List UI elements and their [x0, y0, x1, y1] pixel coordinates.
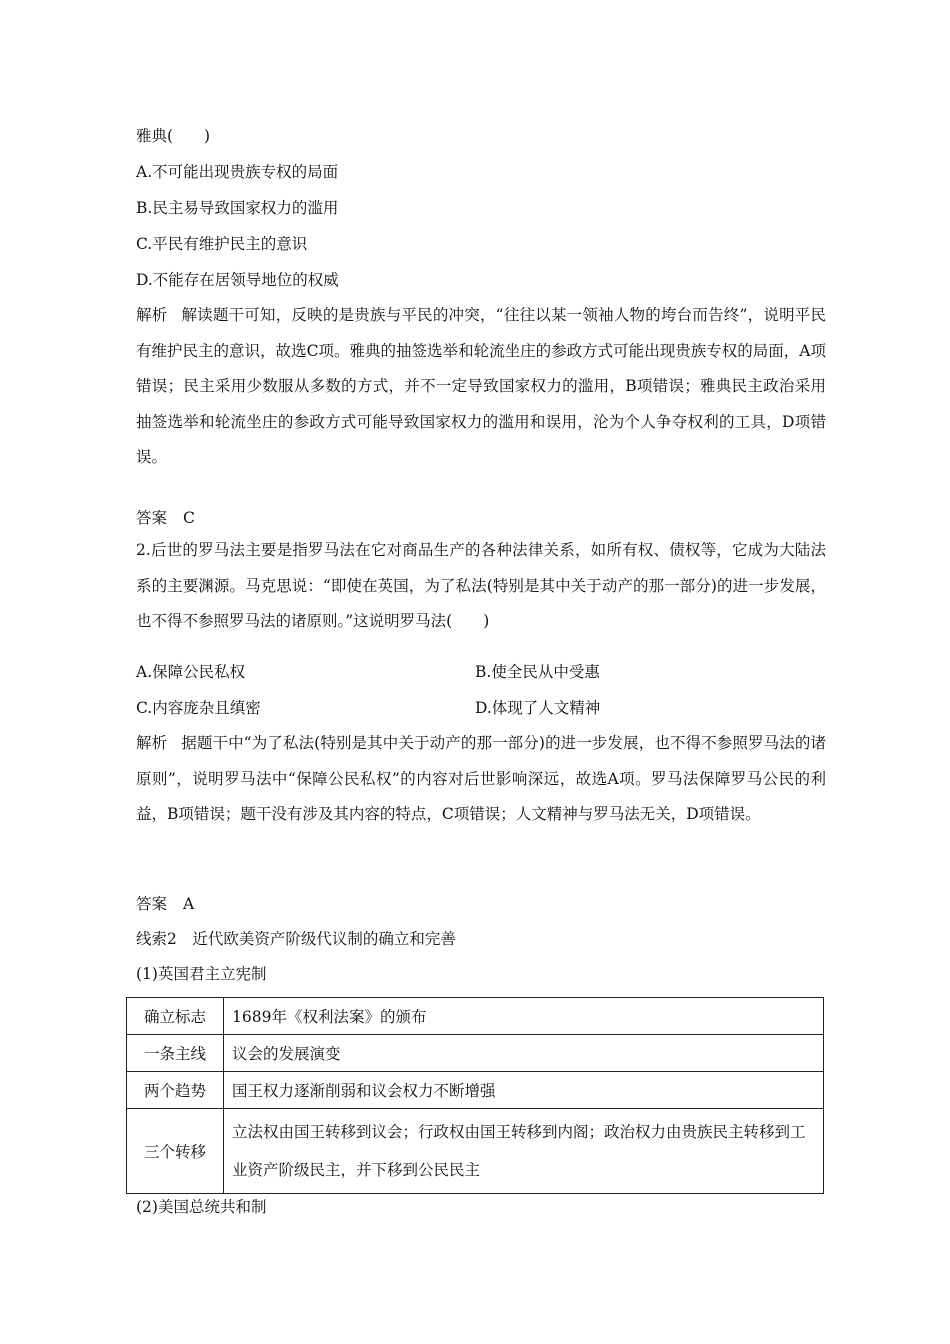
table-value: 国王权力逐渐削弱和议会权力不断增强	[224, 1072, 824, 1109]
uk-constitutional-monarchy-table	[126, 997, 824, 1194]
q1-option-b: B.民主易导致国家权力的滥用	[136, 199, 339, 217]
table-row	[127, 998, 824, 1035]
q2-analysis-text: 据题干中“为了私法(特别是其中关于动产的那一部分)的进一步发展，也不得不参照罗马法的诸原则”，说明罗马法中“保障公民私权”的内容对后世影响深远，故选A项。罗马法保障罗马公民的利益，B项错误；题干没有涉及其内容的特点，C项错误；人文精神与罗马法无关，D项错误。	[136, 734, 826, 823]
q2-analysis-label: 解析	[136, 734, 168, 752]
q2-option-c: C.内容庞杂且缜密	[136, 699, 261, 717]
q1-option-a: A.不可能出现贵族专权的局面	[136, 163, 339, 181]
table-key: 三个转移	[127, 1109, 224, 1194]
q2-answer	[136, 894, 194, 914]
table-row	[127, 1109, 824, 1194]
q2-option-b: B.使全民从中受惠	[475, 663, 600, 681]
table-value: 1689年《权利法案》的颁布	[224, 998, 824, 1035]
q1-stem-tail: 雅典( )	[136, 127, 211, 145]
q1-option-d: D.不能存在居领导地位的权威	[136, 271, 339, 289]
table-row	[127, 1072, 824, 1109]
table-value: 立法权由国王转移到议会；行政权由国王转移到内阁；政治权力由贵族民主转移到工业资产阶级民主，并下移到公民民主	[224, 1109, 824, 1194]
q1-answer-value: C	[183, 509, 195, 527]
clue-title: 线索2 近代欧美资产阶级代议制的确立和完善	[136, 930, 456, 948]
q2-option-a: A.保障公民私权	[136, 663, 246, 681]
q2-options-row-1	[136, 662, 826, 682]
section-uk: (1)英国君主立宪制	[136, 965, 267, 983]
q2-analysis	[136, 726, 826, 833]
q1-analysis-label: 解析	[136, 306, 168, 324]
table-key: 一条主线	[127, 1035, 224, 1072]
q2-answer-value: A	[183, 895, 195, 913]
table-key: 两个趋势	[127, 1072, 224, 1109]
q1-analysis	[136, 298, 826, 476]
q2-options-row-2	[136, 698, 826, 718]
section-us: (2)美国总统共和制	[136, 1198, 267, 1216]
table-key: 确立标志	[127, 998, 224, 1035]
table-value: 议会的发展演变	[224, 1035, 824, 1072]
q2-option-d: D.体现了人文精神	[475, 699, 601, 717]
q2-stem: 2.后世的罗马法主要是指罗马法在它对商品生产的各种法律关系，如所有权、债权等，它成为大陆法系的主要渊源。马克思说：“即使在英国，为了私法(特别是其中关于动产的那一部分)的进一步发展，也不得不参照罗马法的诸原则。”这说明罗马法( )	[136, 541, 826, 630]
table-row	[127, 1035, 824, 1072]
q1-analysis-text: 解读题干可知，反映的是贵族与平民的冲突，“往往以某一领袖人物的垮台而告终”，说明平民有维护民主的意识，故选C项。雅典的抽签选举和轮流坐庄的参政方式可能出现贵族专权的局面，A项错误；民主采用少数服从多数的方式，并不一定导致国家权力的滥用，B项错误；雅典民主政治采用抽签选举和轮流坐庄的参政方式可能导致国家权力的滥用和误用，沦为个人争夺权利的工具，D项错误。	[136, 306, 826, 466]
q2-answer-label: 答案	[136, 895, 168, 913]
q1-answer-label: 答案	[136, 509, 168, 527]
q1-option-c: C.平民有维护民主的意识	[136, 235, 308, 253]
q1-answer	[136, 508, 195, 528]
